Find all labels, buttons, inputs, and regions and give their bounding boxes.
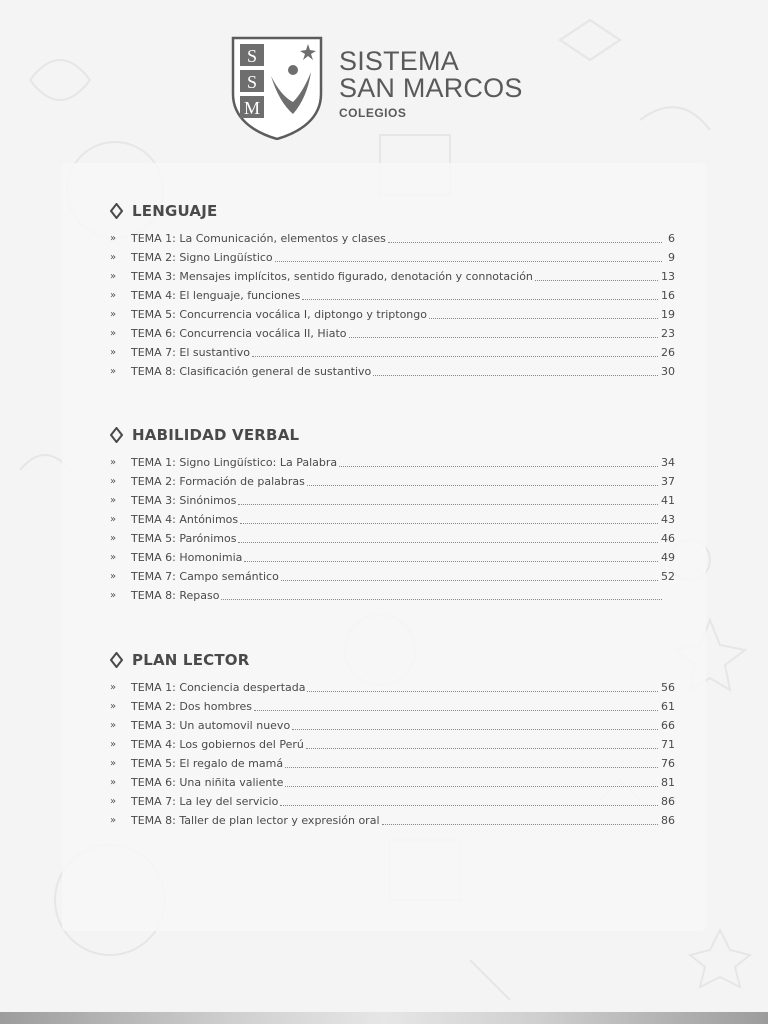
dot-leader xyxy=(281,570,658,581)
toc-entry-page: 76 xyxy=(661,757,675,770)
toc-entry-page: 43 xyxy=(661,513,675,526)
toc-list xyxy=(110,678,675,830)
toc-entry[interactable] xyxy=(110,472,675,491)
toc-entry-label: TEMA 6: Una niñita valiente xyxy=(131,776,284,789)
dot-leader xyxy=(280,795,658,806)
toc-entry-page: 66 xyxy=(661,719,675,732)
toc-entry[interactable] xyxy=(110,773,675,792)
double-chevron-right-icon: » xyxy=(110,271,117,282)
dot-leader xyxy=(349,327,659,338)
double-chevron-right-icon: » xyxy=(110,514,117,525)
dot-leader xyxy=(429,308,658,319)
toc-entry[interactable] xyxy=(110,305,675,324)
shield-letter-3: M xyxy=(243,98,261,118)
dot-leader xyxy=(275,251,662,262)
dot-leader xyxy=(339,456,658,467)
dot-leader xyxy=(240,513,658,524)
toc-entry-page: 56 xyxy=(661,681,675,694)
double-chevron-right-icon: » xyxy=(110,476,117,487)
toc-entry[interactable] xyxy=(110,792,675,811)
toc-entry-label: TEMA 7: El sustantivo xyxy=(131,346,250,359)
double-chevron-right-icon: » xyxy=(110,815,117,826)
toc-entry-page: 46 xyxy=(661,532,675,545)
toc-entry-page: 86 xyxy=(661,795,675,808)
toc-entry[interactable] xyxy=(110,754,675,773)
toc-section xyxy=(110,649,675,830)
toc-entry-label: TEMA 5: Parónimos xyxy=(131,532,237,545)
dot-leader xyxy=(307,475,658,486)
toc-entry-label: TEMA 8: Repaso xyxy=(131,589,220,602)
toc-entry[interactable] xyxy=(110,529,675,548)
toc-entry-label: TEMA 5: El regalo de mamá xyxy=(131,757,284,770)
toc-section xyxy=(110,424,675,605)
toc-entry-label: TEMA 4: Antónimos xyxy=(131,513,239,526)
section-title: PLAN LECTOR xyxy=(132,651,250,669)
double-chevron-right-icon: » xyxy=(110,533,117,544)
toc-entry-label: TEMA 4: El lenguaje, funciones xyxy=(131,289,301,302)
toc-entry-page: 61 xyxy=(661,700,675,713)
double-chevron-right-icon: » xyxy=(110,701,117,712)
toc-entry[interactable] xyxy=(110,267,675,286)
toc-entry[interactable] xyxy=(110,735,675,754)
double-chevron-right-icon: » xyxy=(110,366,117,377)
toc-entry-label: TEMA 1: La Comunicación, elementos y clases xyxy=(131,232,386,245)
toc-entry-page: 16 xyxy=(661,289,675,302)
toc-entry[interactable] xyxy=(110,362,675,381)
toc-entry[interactable] xyxy=(110,453,675,472)
double-chevron-right-icon: » xyxy=(110,457,117,468)
double-chevron-right-icon: » xyxy=(110,347,117,358)
brand-name xyxy=(339,48,523,120)
toc-entry-page: 52 xyxy=(661,570,675,583)
double-chevron-right-icon: » xyxy=(110,328,117,339)
section-title: HABILIDAD VERBAL xyxy=(132,426,300,444)
dot-leader xyxy=(302,289,658,300)
toc-entry[interactable] xyxy=(110,678,675,697)
footer-bar xyxy=(0,1012,768,1024)
toc-entry[interactable] xyxy=(110,716,675,735)
toc-entry[interactable] xyxy=(110,697,675,716)
toc-entry-page: 71 xyxy=(661,738,675,751)
double-chevron-right-icon: » xyxy=(110,739,117,750)
toc-entry-label: TEMA 8: Taller de plan lector y expresión oral xyxy=(131,814,380,827)
dot-leader xyxy=(254,700,658,711)
toc-entry[interactable] xyxy=(110,586,675,605)
toc-entry-page: 19 xyxy=(661,308,675,321)
double-chevron-right-icon: » xyxy=(110,290,117,301)
school-shield-logo xyxy=(231,36,323,140)
dot-leader xyxy=(373,365,658,376)
section-title: LENGUAJE xyxy=(132,202,218,220)
toc-entry-label: TEMA 1: Conciencia despertada xyxy=(131,681,306,694)
toc-entry-label: TEMA 8: Clasificación general de sustantivo xyxy=(131,365,372,378)
toc-entry-page: 34 xyxy=(661,456,675,469)
dot-leader xyxy=(244,551,658,562)
double-chevron-right-icon: » xyxy=(110,309,117,320)
toc-list xyxy=(110,453,675,605)
dot-leader xyxy=(238,532,658,543)
toc-entry-label: TEMA 5: Concurrencia vocálica I, diptongo y triptongo xyxy=(131,308,427,321)
toc-entry-label: TEMA 7: Campo semántico xyxy=(131,570,279,583)
double-chevron-right-icon: » xyxy=(110,552,117,563)
toc-entry[interactable] xyxy=(110,248,675,267)
double-chevron-right-icon: » xyxy=(110,777,117,788)
double-chevron-right-icon: » xyxy=(110,571,117,582)
dot-leader xyxy=(221,589,662,600)
toc-list xyxy=(110,229,675,381)
toc-entry[interactable] xyxy=(110,510,675,529)
toc-entry-label: TEMA 2: Signo Lingüístico xyxy=(131,251,273,264)
toc-entry-label: TEMA 1: Signo Lingüístico: La Palabra xyxy=(131,456,338,469)
toc-section xyxy=(110,200,675,381)
toc-entry-page: 86 xyxy=(661,814,675,827)
dot-leader xyxy=(285,776,658,787)
dot-leader xyxy=(292,719,658,730)
brand-subtitle: COLEGIOS xyxy=(339,106,407,120)
toc-entry-label: TEMA 6: Concurrencia vocálica II, Hiato xyxy=(131,327,347,340)
toc-entry-label: TEMA 4: Los gobiernos del Perú xyxy=(131,738,304,751)
toc-entry[interactable] xyxy=(110,229,675,248)
toc-entry-page: 49 xyxy=(661,551,675,564)
double-chevron-right-icon: » xyxy=(110,252,117,263)
shield-letter-2: S xyxy=(246,72,258,92)
diamond-outline-icon xyxy=(110,652,123,668)
toc-entry-page: 13 xyxy=(661,270,675,283)
dot-leader xyxy=(306,738,658,749)
diamond-outline-icon xyxy=(110,427,123,443)
toc-entry-label: TEMA 3: Sinónimos xyxy=(131,494,237,507)
dot-leader xyxy=(388,232,662,243)
toc-entry-label: TEMA 6: Homonimia xyxy=(131,551,243,564)
toc-entry-page: 81 xyxy=(661,776,675,789)
section-heading xyxy=(110,649,675,671)
toc-entry-page: 23 xyxy=(661,327,675,340)
toc-entry[interactable] xyxy=(110,324,675,343)
double-chevron-right-icon: » xyxy=(110,796,117,807)
toc-entry[interactable] xyxy=(110,567,675,586)
brand-line-1: SISTEMA xyxy=(339,46,459,76)
dot-leader xyxy=(285,757,658,768)
toc-entry-page: 30 xyxy=(661,365,675,378)
toc-entry-page: 37 xyxy=(661,475,675,488)
dot-leader xyxy=(238,494,658,505)
toc-entry-page: 6 xyxy=(668,232,675,245)
brand-header xyxy=(231,36,551,140)
double-chevron-right-icon: » xyxy=(110,233,117,244)
double-chevron-right-icon: » xyxy=(110,590,117,601)
dot-leader xyxy=(382,814,658,825)
dot-leader xyxy=(252,346,658,357)
toc-entry-page: 9 xyxy=(668,251,675,264)
double-chevron-right-icon: » xyxy=(110,720,117,731)
toc-entry-label: TEMA 3: Mensajes implícitos, sentido figurado, denotación y connotación xyxy=(131,270,533,283)
shield-letter-1: S xyxy=(246,46,258,66)
toc-entry[interactable] xyxy=(110,343,675,362)
brand-line-2: SAN MARCOS xyxy=(339,73,523,103)
toc-entry-label: TEMA 7: La ley del servicio xyxy=(131,795,279,808)
toc-entry[interactable] xyxy=(110,491,675,510)
dot-leader xyxy=(535,270,658,281)
dot-leader xyxy=(307,681,658,692)
toc-entry-label: TEMA 3: Un automovil nuevo xyxy=(131,719,291,732)
toc-entry-label: TEMA 2: Dos hombres xyxy=(131,700,252,713)
toc-entry[interactable] xyxy=(110,811,675,830)
toc-entry[interactable] xyxy=(110,548,675,567)
toc-entry-page: 26 xyxy=(661,346,675,359)
double-chevron-right-icon: » xyxy=(110,758,117,769)
section-heading xyxy=(110,424,675,446)
toc-entry[interactable] xyxy=(110,286,675,305)
toc-entry-page: 41 xyxy=(661,494,675,507)
diamond-outline-icon xyxy=(110,203,123,219)
toc-entry-label: TEMA 2: Formación de palabras xyxy=(131,475,305,488)
section-heading xyxy=(110,200,675,222)
double-chevron-right-icon: » xyxy=(110,682,117,693)
double-chevron-right-icon: » xyxy=(110,495,117,506)
